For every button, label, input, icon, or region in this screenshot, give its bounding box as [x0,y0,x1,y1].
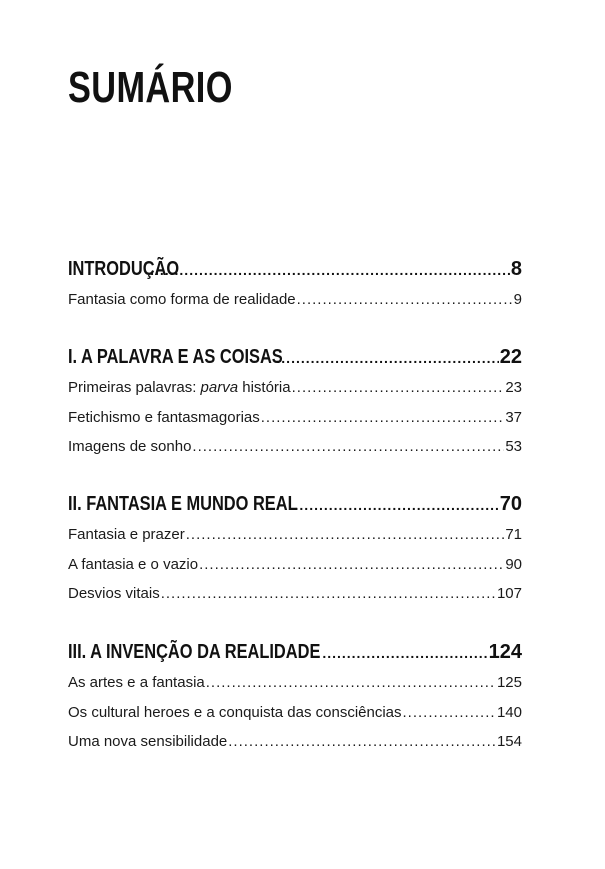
toc-section-introducao [68,258,522,321]
entry-page-number: 140 [496,703,522,721]
chapter-title: II. FANTASIA E MUNDO REAL [68,493,298,515]
toc-entry[interactable] [68,438,522,468]
dot-leader [161,585,496,602]
entry-page-number: 107 [496,585,522,602]
toc-section-3 [68,641,522,763]
chapter-title: I. A PALAVRA E AS COISAS [68,346,283,368]
entry-page-number: 9 [513,291,522,308]
dot-leader [276,350,498,366]
dot-leader [261,409,505,426]
toc-entry[interactable] [68,674,522,704]
entry-title-italic: parva [200,379,239,396]
dot-leader [322,645,487,661]
entry-title: Uma nova sensibilidade [68,733,228,750]
chapter-page-number: 8 [510,258,522,280]
toc-entry[interactable] [68,556,522,586]
toc-entry[interactable] [68,409,522,439]
toc-entry[interactable] [68,585,522,615]
dot-leader [206,674,496,691]
toc-chapter-heading[interactable] [68,258,522,285]
toc-entry[interactable] [68,291,522,321]
toc-section-1 [68,346,522,468]
page-title: SUMÁRIO [68,63,233,112]
toc-entry[interactable] [68,526,522,556]
chapter-page-number: 22 [499,346,522,368]
entry-title: Fetichismo e fantasmagorias [68,408,260,426]
chapter-page-number: 70 [499,493,522,515]
dot-leader [228,733,496,750]
toc-entry[interactable] [68,704,522,734]
toc-chapter-heading[interactable] [68,641,522,668]
dot-leader [292,379,505,396]
entry-title [68,379,291,396]
entry-page-number: 53 [505,438,522,455]
toc-entry[interactable] [68,379,522,409]
entry-title: A fantasia e o vazio [68,555,199,573]
entry-title: Fantasia e prazer [68,526,185,543]
entry-title: As artes e a fantasia [68,674,205,691]
dot-leader [403,704,496,721]
dot-leader [186,526,505,543]
toc-chapter-heading[interactable] [68,346,522,373]
toc-entry[interactable] [68,733,522,763]
dot-leader [192,438,504,455]
chapter-title: III. A INVENÇÃO DA REALIDADE [68,641,321,663]
entry-title: Os cultural heroes e a conquista das consciências [68,703,402,721]
entry-page-number: 71 [505,526,522,543]
toc-section-2 [68,493,522,615]
entry-page-number: 90 [505,555,522,573]
entry-title: Desvios vitais [68,585,160,602]
entry-title: Fantasia como forma de realidade [68,291,296,308]
entry-title-pre: Primeiras palavras: [68,379,201,396]
entry-title: Imagens de sonho [68,438,192,455]
chapter-page-number: 124 [488,641,522,663]
dot-leader [150,262,510,278]
entry-page-number: 23 [505,379,522,396]
dot-leader [199,556,504,573]
toc-chapter-heading[interactable] [68,493,522,520]
chapter-title: INTRODUÇÃO [68,258,180,280]
entry-title-post: história [238,379,291,396]
entry-page-number: 154 [496,733,522,750]
dot-leader [297,291,513,308]
dot-leader [295,497,499,513]
entry-page-number: 37 [505,408,522,426]
entry-page-number: 125 [496,674,522,691]
